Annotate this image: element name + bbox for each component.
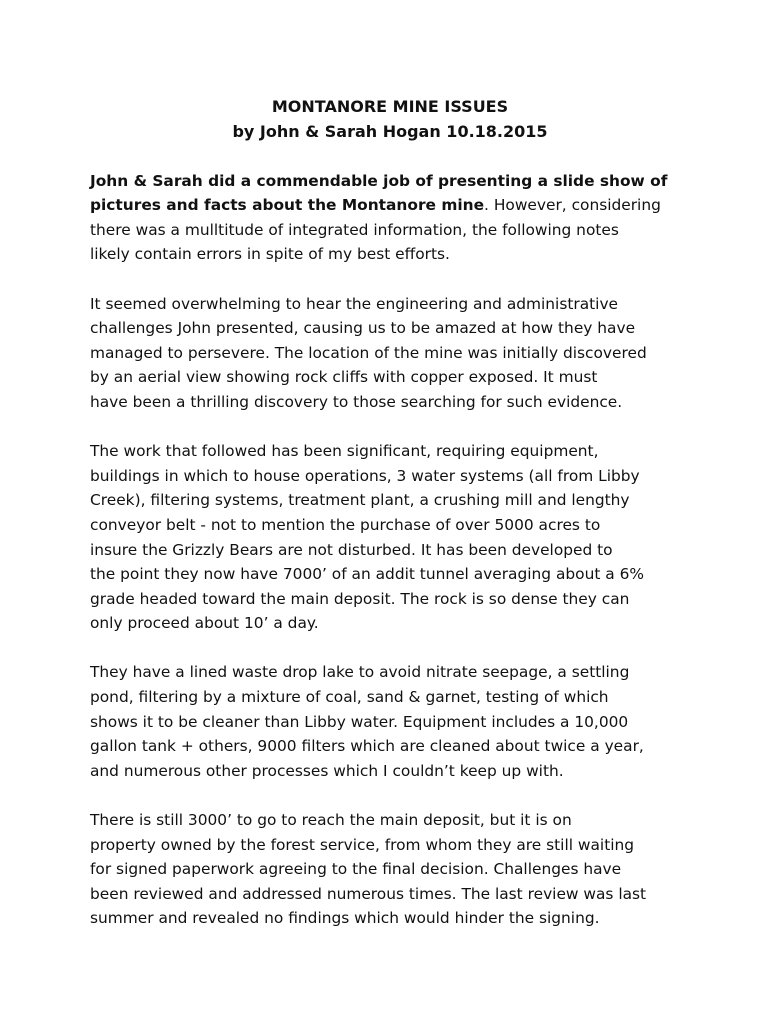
paragraph-gap [90,636,690,661]
text-line [90,365,690,390]
text-line [90,562,690,587]
document-title: MONTANORE MINE ISSUES [271,97,509,116]
plain-text: only proceed about 10’ a day. [90,614,319,633]
paragraph [90,169,690,267]
paragraph [90,808,690,931]
bold-text: pictures and facts about the Montanore mine [90,196,485,215]
paragraph [90,292,690,415]
document-body [90,169,690,931]
plain-text: property owned by the forest service, from whom they are still waiting [90,835,635,854]
plain-text: by an aerial view showing rock cliffs with copper exposed. It must [90,368,598,387]
paragraph [90,660,690,783]
plain-text: gallon tank + others, 9000 filters which are cleaned about twice a year, [90,737,644,756]
text-line [90,390,690,415]
document-page [90,94,690,931]
plain-text: the point they now have 7000’ of an addit tunnel averaging about a 6% [90,565,644,584]
text-line [90,685,690,710]
text-line [90,882,690,907]
plain-text: insure the Grizzly Bears are not disturbed. It has been developed to [90,540,613,559]
text-line [90,611,690,636]
plain-text: The work that followed has been significant, requiring equipment, [90,442,599,461]
plain-text: grade headed toward the main deposit. The rock is so dense they can [90,589,630,608]
plain-text: have been a thrilling discovery to those searching for such evidence. [90,392,623,411]
text-line [90,193,690,218]
text-line [90,316,690,341]
plain-text: there was a mulltitude of integrated information, the following notes [90,220,619,239]
text-line [90,242,690,267]
plain-text: and numerous other processes which I couldn’t keep up with. [90,761,564,780]
paragraph-gap [90,783,690,808]
plain-text: conveyor belt - not to mention the purchase of over 5000 acres to [90,515,601,534]
text-line [90,857,690,882]
document-byline: by John & Sarah Hogan 10.18.2015 [232,122,548,141]
plain-text: There is still 3000’ to go to reach the main deposit, but it is on [90,811,572,830]
plain-text: pond, filtering by a mixture of coal, sand & garnet, testing of which [90,688,609,707]
text-line [90,464,690,489]
plain-text: Creek), filtering systems, treatment plant, a crushing mill and lengthy [90,491,630,510]
text-line [90,513,690,538]
text-line [90,906,690,931]
text-line [90,759,690,784]
plain-text: . However, considering [484,196,661,215]
plain-text: been reviewed and addressed numerous times. The last review was last [90,884,647,903]
text-line [90,660,690,685]
text-line [90,808,690,833]
paragraph [90,439,690,636]
text-line [90,439,690,464]
text-line [90,488,690,513]
plain-text: They have a lined waste drop lake to avoid nitrate seepage, a settling [90,663,630,682]
plain-text: shows it to be cleaner than Libby water. Equipment includes a 10,000 [90,712,629,731]
paragraph-gap [90,267,690,292]
paragraph-gap [90,415,690,440]
text-line [90,734,690,759]
text-line [90,538,690,563]
spacer [90,144,690,169]
plain-text: summer and revealed no findings which would hinder the signing. [90,909,600,928]
plain-text: managed to persevere. The location of the mine was initially discovered [90,343,647,362]
plain-text: challenges John presented, causing us to be amazed at how they have [90,319,636,338]
text-line [90,587,690,612]
text-line [90,710,690,735]
text-line [90,833,690,858]
text-line [90,341,690,366]
text-line [90,169,690,194]
text-line [90,292,690,317]
plain-text: for signed paperwork agreeing to the final decision. Challenges have [90,860,622,879]
text-line [90,218,690,243]
plain-text: likely contain errors in spite of my best efforts. [90,245,450,264]
plain-text: It seemed overwhelming to hear the engineering and administrative [90,294,619,313]
plain-text: buildings in which to house operations, 3 water systems (all from Libby [90,466,640,485]
bold-text: John & Sarah did a commendable job of presenting a slide show of [90,171,668,190]
